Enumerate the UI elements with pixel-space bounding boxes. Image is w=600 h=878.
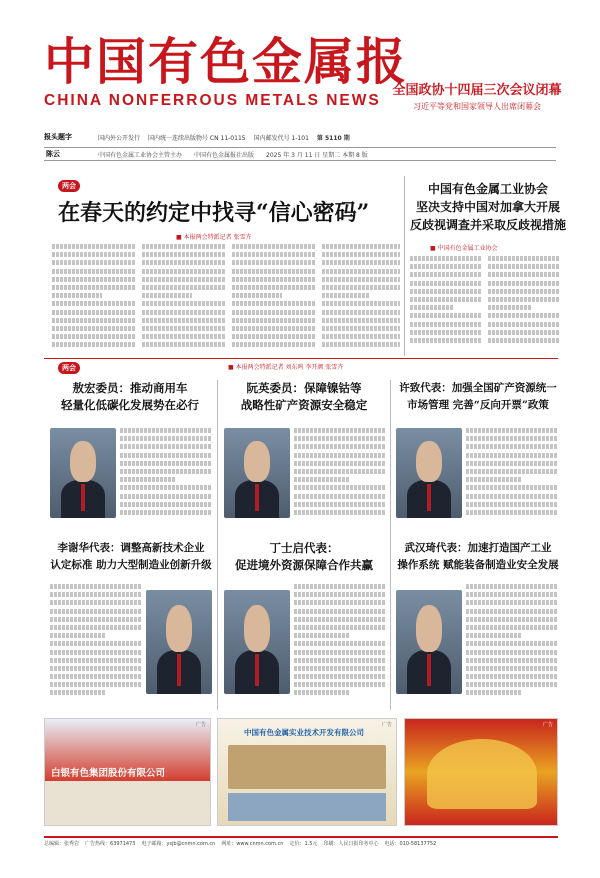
text-line bbox=[50, 690, 105, 695]
text-line bbox=[232, 293, 282, 298]
text-line bbox=[294, 477, 349, 482]
text-line bbox=[232, 301, 316, 306]
column-divider bbox=[217, 380, 218, 710]
text-line bbox=[50, 666, 142, 671]
text-line bbox=[294, 609, 386, 614]
story-headline-4[interactable] bbox=[48, 540, 214, 574]
text-line bbox=[466, 690, 521, 695]
footer-item: 印刷：人民日报印务中心 bbox=[323, 840, 379, 847]
text-line bbox=[322, 301, 400, 306]
text-line bbox=[52, 285, 136, 290]
text-line bbox=[232, 326, 316, 331]
text-line bbox=[50, 641, 142, 646]
footer-item: 定价：1.5元 bbox=[289, 840, 318, 847]
text-line bbox=[410, 289, 482, 294]
text-line bbox=[466, 633, 521, 638]
text-line bbox=[50, 658, 142, 663]
section-rule bbox=[44, 358, 558, 359]
headline-line: 丁士启代表： bbox=[269, 541, 339, 555]
lead-headline[interactable]: 在春天的约定中找寻“信心密码” bbox=[58, 200, 370, 226]
text-line bbox=[294, 690, 349, 695]
portrait-photo bbox=[396, 590, 462, 694]
text-line bbox=[488, 289, 560, 294]
text-line bbox=[52, 334, 136, 339]
text-line bbox=[142, 277, 226, 282]
section-tag: 两会 bbox=[58, 362, 80, 374]
text-line bbox=[294, 666, 386, 671]
headline-line: 阮英委员：保障镍钴等 bbox=[246, 381, 362, 395]
text-line bbox=[294, 584, 386, 589]
text-line bbox=[232, 277, 316, 282]
story-text bbox=[466, 428, 558, 520]
masthead-english: CHINA NONFERROUS METALS NEWS bbox=[44, 92, 381, 109]
ad-title: 白银有色集团股份有限公司 bbox=[51, 768, 166, 779]
text-line bbox=[466, 485, 558, 490]
text-line bbox=[120, 469, 212, 474]
factory-image bbox=[45, 781, 210, 826]
text-line bbox=[52, 293, 102, 298]
text-line bbox=[142, 342, 226, 347]
text-line bbox=[120, 502, 212, 507]
text-line bbox=[52, 301, 136, 306]
text-line bbox=[294, 444, 386, 449]
headline-line: 武汉琦代表：加速打造国产工业 bbox=[404, 542, 552, 554]
story-text bbox=[294, 584, 386, 702]
text-line bbox=[232, 269, 316, 274]
text-line bbox=[466, 494, 558, 499]
text-line bbox=[232, 342, 316, 347]
side-text-col bbox=[488, 256, 560, 354]
text-line bbox=[466, 666, 558, 671]
text-line bbox=[50, 625, 142, 630]
text-line bbox=[466, 510, 558, 515]
footer-item: 电话：010-58137752 bbox=[384, 840, 437, 847]
text-line bbox=[466, 584, 558, 589]
footer-item: 网址：www.cnmn.com.cn bbox=[221, 840, 284, 847]
text-line bbox=[50, 650, 142, 655]
text-line bbox=[410, 305, 453, 310]
campus-image bbox=[228, 793, 386, 821]
text-line bbox=[142, 326, 226, 331]
text-line bbox=[322, 326, 400, 331]
text-line bbox=[142, 310, 226, 315]
text-line bbox=[410, 256, 482, 261]
text-line bbox=[142, 252, 226, 257]
text-line bbox=[52, 318, 136, 323]
text-line bbox=[294, 658, 386, 663]
calligraphy-label: 报头题字 bbox=[44, 133, 72, 141]
text-line bbox=[466, 658, 558, 663]
portrait-photo bbox=[396, 428, 462, 518]
footer-item: 广告热线：63971473 bbox=[85, 840, 136, 847]
text-line bbox=[232, 244, 316, 249]
text-line bbox=[294, 461, 386, 466]
headline-line: 李谢华代表：调整高新技术企业 bbox=[57, 542, 205, 554]
text-line bbox=[294, 650, 386, 655]
text-line bbox=[142, 244, 226, 249]
text-line bbox=[294, 469, 386, 474]
advertisement-3[interactable] bbox=[404, 718, 558, 826]
ad-label: 广告 bbox=[542, 722, 553, 728]
text-line bbox=[466, 469, 558, 474]
text-line bbox=[120, 453, 212, 458]
side-headline-line: 中国有色金属工业协会 bbox=[427, 182, 548, 196]
top-banner-subhead[interactable]: 习近平等党和国家领导人出席闭幕会 bbox=[413, 102, 541, 111]
text-line bbox=[120, 494, 212, 499]
lead-byline: ■ 本报两会特派记者 张雪卉 bbox=[176, 232, 252, 241]
text-line bbox=[410, 264, 482, 269]
text-line bbox=[294, 625, 386, 630]
calligrapher-name: 陈云 bbox=[46, 150, 60, 158]
headline-line: 认定标准 助力大型制造业创新升级 bbox=[50, 559, 212, 571]
story-headline-2[interactable] bbox=[224, 380, 384, 414]
text-line bbox=[466, 502, 558, 507]
text-line bbox=[52, 326, 136, 331]
text-line bbox=[294, 617, 386, 622]
text-line bbox=[322, 277, 400, 282]
ad-title: 中国有色金属实业技术开发有限公司 bbox=[244, 728, 364, 737]
text-line bbox=[120, 436, 212, 441]
story-headline-6[interactable] bbox=[396, 540, 560, 574]
text-line bbox=[294, 633, 349, 638]
text-line bbox=[410, 338, 482, 343]
text-line bbox=[294, 436, 386, 441]
text-line bbox=[120, 461, 212, 466]
text-line bbox=[322, 285, 400, 290]
text-line bbox=[142, 269, 226, 274]
text-line bbox=[466, 625, 558, 630]
issue-number: 第 5110 期 bbox=[316, 134, 350, 142]
text-line bbox=[466, 650, 558, 655]
text-line bbox=[142, 293, 192, 298]
ad-label: 广告 bbox=[195, 722, 206, 728]
text-line bbox=[294, 494, 386, 499]
text-line bbox=[410, 281, 482, 286]
text-line bbox=[466, 592, 558, 597]
text-line bbox=[488, 297, 560, 302]
text-line bbox=[232, 310, 316, 315]
text-line bbox=[322, 244, 400, 249]
headline-line: 市场管理 完善“反向开票”政策 bbox=[407, 399, 549, 411]
text-line bbox=[488, 272, 560, 277]
text-line bbox=[410, 313, 482, 318]
story-text bbox=[294, 428, 386, 520]
ad-label: 广告 bbox=[381, 722, 392, 728]
story-text bbox=[50, 584, 142, 702]
publish-date: 2025 年 3 月 11 日 星期二 本期 8 版 bbox=[266, 151, 368, 159]
story-headline-3[interactable] bbox=[396, 380, 560, 414]
text-line bbox=[488, 305, 531, 310]
side-headline-line: 反歧视调查并采取反歧视措施 bbox=[409, 218, 566, 232]
headline-line: 敖宏委员：推动商用车 bbox=[72, 381, 188, 395]
issn-item: 国内统一连续出版物号 CN 11-0115 bbox=[148, 134, 246, 142]
text-line bbox=[50, 682, 142, 687]
building-image bbox=[228, 745, 386, 789]
text-line bbox=[294, 453, 386, 458]
issn-item: 国内邮发代号 1-101 bbox=[253, 134, 309, 142]
text-line bbox=[410, 297, 482, 302]
text-line bbox=[142, 334, 226, 339]
text-line bbox=[232, 334, 316, 339]
portrait-photo bbox=[224, 590, 290, 694]
text-line bbox=[322, 260, 400, 265]
side-byline: ■ 中国有色金属工业协会 bbox=[430, 243, 498, 252]
festive-graphic bbox=[427, 739, 537, 809]
footer-item: 总编辑：张秀岩 bbox=[44, 840, 80, 847]
text-line bbox=[142, 318, 226, 323]
text-line bbox=[52, 260, 136, 265]
lead-tag: 两会 bbox=[58, 180, 80, 192]
headline-line: 促进境外资源保障合作共赢 bbox=[235, 558, 373, 572]
lead-text-col bbox=[322, 244, 400, 354]
text-line bbox=[322, 334, 400, 339]
lead-text-col bbox=[52, 244, 136, 354]
column-divider bbox=[390, 380, 391, 710]
text-line bbox=[488, 256, 560, 261]
text-line bbox=[488, 322, 560, 327]
publisher-item: 中国有色金属工业协会主管主办 bbox=[98, 151, 183, 159]
text-line bbox=[294, 600, 386, 605]
text-line bbox=[466, 444, 558, 449]
text-line bbox=[52, 342, 136, 347]
section-byline: ■ 本报两会特派记者 刘东鸣 李开颜 张雪卉 bbox=[228, 362, 343, 371]
text-line bbox=[120, 477, 175, 482]
text-line bbox=[488, 264, 560, 269]
text-line bbox=[466, 600, 558, 605]
story-headline-1[interactable] bbox=[50, 380, 210, 414]
text-line bbox=[294, 428, 386, 433]
advertisement-2[interactable] bbox=[217, 718, 397, 826]
issn-strip bbox=[44, 130, 554, 144]
text-line bbox=[488, 330, 560, 335]
text-line bbox=[322, 293, 369, 298]
text-line bbox=[142, 301, 226, 306]
text-line bbox=[488, 338, 560, 343]
text-line bbox=[232, 318, 316, 323]
text-line bbox=[294, 682, 386, 687]
headline-line: 许致代表：加强全国矿产资源统一 bbox=[399, 382, 557, 394]
portrait-photo bbox=[224, 428, 290, 518]
text-line bbox=[466, 641, 558, 646]
text-line bbox=[322, 342, 400, 347]
text-line bbox=[50, 617, 142, 622]
text-line bbox=[294, 641, 386, 646]
text-line bbox=[294, 502, 386, 507]
side-text-col bbox=[410, 256, 482, 354]
side-headline-line: 坚决支持中国对加拿大开展 bbox=[415, 200, 560, 214]
text-line bbox=[50, 600, 142, 605]
lead-text-col bbox=[142, 244, 226, 354]
headline-line: 轻量化低碳化发展势在必行 bbox=[61, 398, 199, 412]
text-line bbox=[142, 285, 226, 290]
text-line bbox=[50, 584, 142, 589]
text-line bbox=[120, 444, 212, 449]
footer-item: 电子邮箱：ysjb@cnmn.com.cn bbox=[141, 840, 216, 847]
top-banner bbox=[392, 82, 562, 114]
headline-line: 战略性矿产资源安全稳定 bbox=[240, 398, 368, 412]
text-line bbox=[322, 269, 400, 274]
text-line bbox=[294, 592, 386, 597]
headline-line: 操作系统 赋能装备制造业安全发展 bbox=[397, 559, 559, 571]
story-text bbox=[466, 584, 558, 702]
text-line bbox=[52, 244, 136, 249]
story-headline-5[interactable] bbox=[224, 540, 384, 574]
text-line bbox=[488, 281, 560, 286]
column-divider bbox=[404, 176, 405, 356]
text-line bbox=[466, 682, 558, 687]
text-line bbox=[294, 510, 386, 515]
footer bbox=[44, 836, 558, 848]
text-line bbox=[120, 428, 212, 433]
publisher-item: 中国有色金属报社出版 bbox=[194, 151, 255, 159]
masthead bbox=[44, 30, 408, 122]
lead-text-col bbox=[232, 244, 316, 354]
text-line bbox=[466, 609, 558, 614]
text-line bbox=[120, 510, 212, 515]
text-line bbox=[466, 617, 558, 622]
masthead-title: 中国有色金属报 bbox=[44, 32, 408, 91]
text-line bbox=[50, 592, 142, 597]
text-line bbox=[466, 453, 558, 458]
text-line bbox=[232, 285, 316, 290]
text-line bbox=[50, 609, 142, 614]
text-line bbox=[50, 674, 142, 679]
portrait-photo bbox=[146, 590, 212, 694]
publisher-line bbox=[44, 147, 556, 161]
text-line bbox=[142, 260, 226, 265]
text-line bbox=[120, 485, 212, 490]
text-line bbox=[410, 330, 482, 335]
text-line bbox=[466, 428, 558, 433]
text-line bbox=[232, 252, 316, 257]
text-line bbox=[466, 436, 558, 441]
text-line bbox=[488, 313, 560, 318]
text-line bbox=[322, 318, 400, 323]
text-line bbox=[294, 674, 386, 679]
text-line bbox=[50, 633, 105, 638]
text-line bbox=[232, 260, 316, 265]
text-line bbox=[466, 461, 558, 466]
text-line bbox=[52, 252, 136, 257]
top-banner-headline[interactable]: 全国政协十四届三次会议闭幕 bbox=[392, 83, 562, 98]
text-line bbox=[52, 310, 136, 315]
text-line bbox=[294, 485, 386, 490]
text-line bbox=[52, 269, 136, 274]
text-line bbox=[52, 277, 136, 282]
issn-item: 国内外公开发行 bbox=[98, 134, 141, 142]
text-line bbox=[322, 310, 400, 315]
text-line bbox=[322, 252, 400, 257]
text-line bbox=[410, 272, 482, 277]
story-text bbox=[120, 428, 212, 520]
side-headline[interactable] bbox=[408, 180, 568, 234]
advertisement-1[interactable] bbox=[44, 718, 211, 826]
text-line bbox=[410, 322, 482, 327]
text-line bbox=[466, 477, 521, 482]
portrait-photo bbox=[50, 428, 116, 518]
text-line bbox=[466, 674, 558, 679]
